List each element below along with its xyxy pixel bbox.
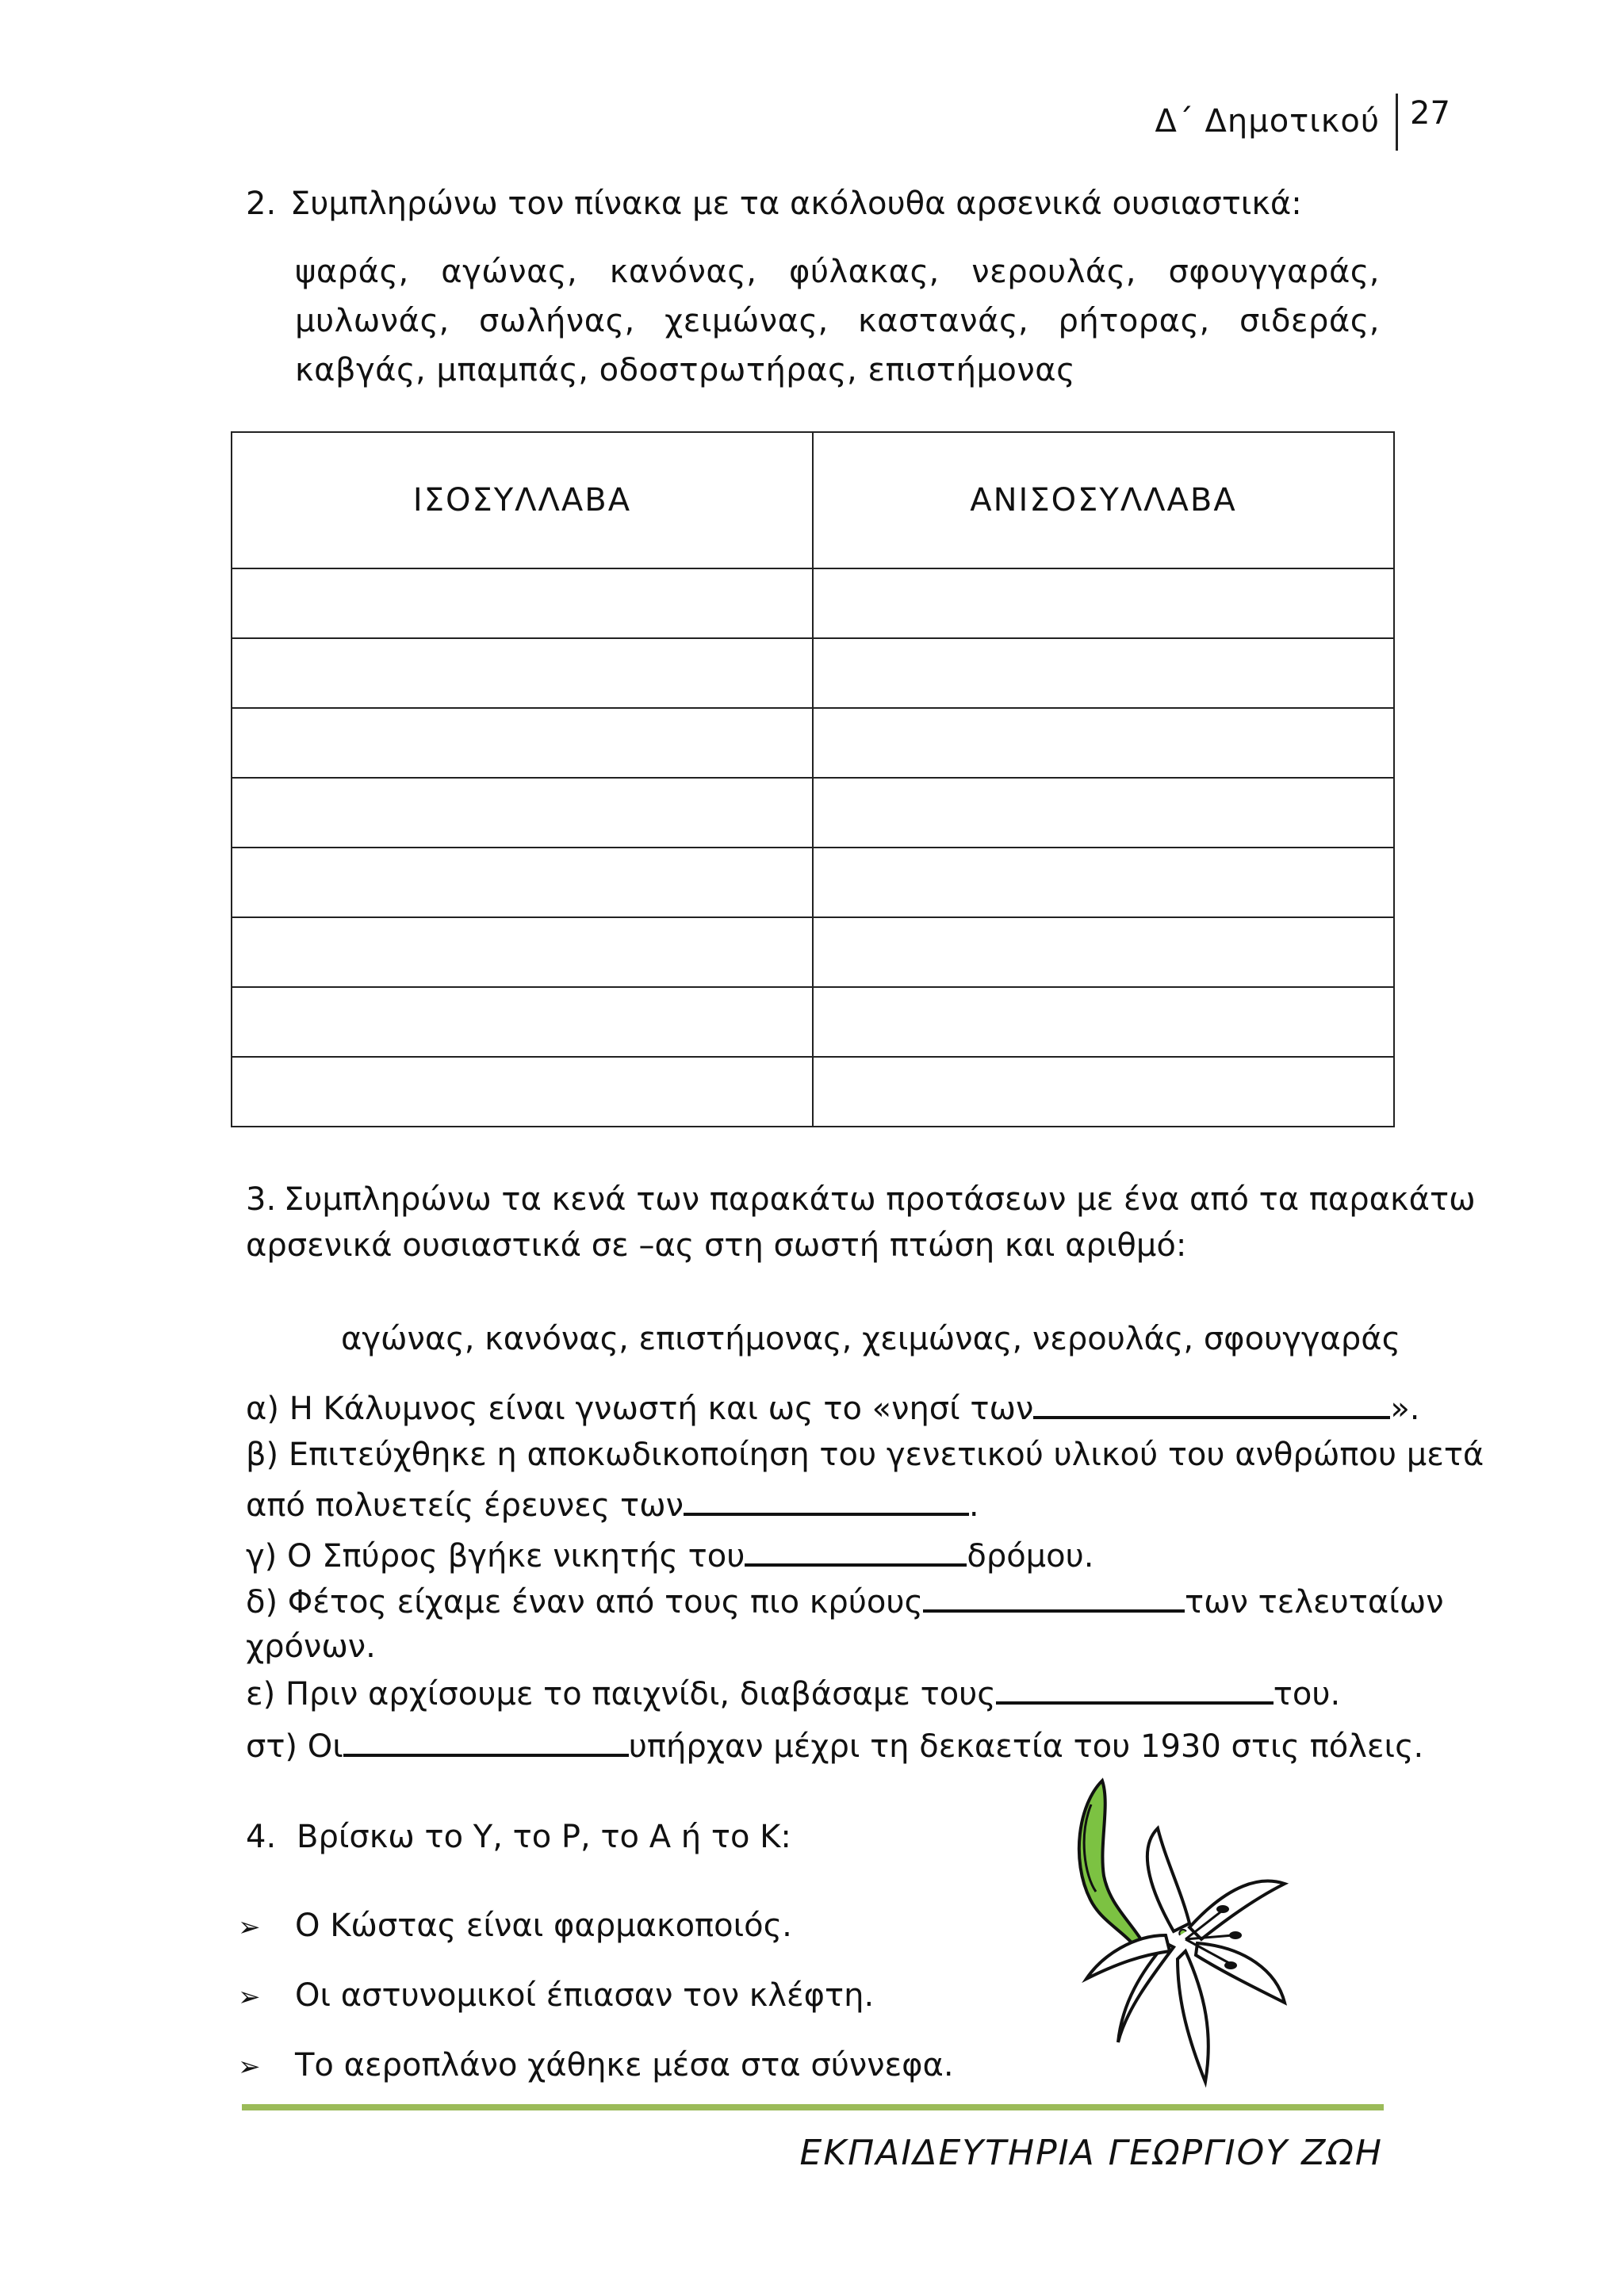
anisosyllaba-cell[interactable]: [813, 568, 1394, 638]
footer-rule: [242, 2104, 1384, 2110]
anisosyllaba-cell[interactable]: [813, 778, 1394, 848]
grade-label: Δ΄ Δημοτικού: [1155, 103, 1380, 140]
table-row: [232, 778, 1394, 848]
table-row: [232, 638, 1394, 708]
ex2-instruction-text: Συμπληρώνω τον πίνακα με τα ακόλουθα αρσενικά ουσιαστικά:: [290, 186, 1302, 222]
ex4-item: [238, 1973, 874, 2020]
ex3-instruction: [246, 1177, 1624, 1269]
ex4-item: [238, 2042, 954, 2090]
blank-d[interactable]: [923, 1578, 1185, 1613]
arrow-bullet-icon: ➢: [238, 1981, 261, 2013]
isosyllaba-cell[interactable]: [232, 778, 813, 848]
sentence-a-end: ».: [1390, 1391, 1420, 1427]
footer-school-name: ΕΚΠΑΙΔΕΥΤΗΡΙΑ ΓΕΩΡΓΙΟΥ ΖΩΗ: [799, 2133, 1383, 2173]
sentence-e: [246, 1670, 1340, 1717]
table-row: [232, 1057, 1394, 1127]
ex3-instruction-text: Συμπληρώνω τα κενά των παρακάτω προτάσεων με ένα από τα παρακάτω αρσενικά ουσιαστικά σε –ας στη σωστή πτώση και αριθμό:: [246, 1181, 1476, 1264]
isosyllaba-cell[interactable]: [232, 917, 813, 987]
table-row: [232, 917, 1394, 987]
isosyllaba-cell[interactable]: [232, 1057, 813, 1127]
table-row: [232, 848, 1394, 917]
ex4-instruction-text: Βρίσκω το Υ, το Ρ, το Α ή το Κ:: [297, 1819, 791, 1855]
blank-c[interactable]: [745, 1532, 967, 1567]
sentence-b-end: .: [968, 1487, 979, 1524]
syllable-table: [231, 431, 1395, 1127]
isosyllaba-cell[interactable]: [232, 638, 813, 708]
arrow-bullet-icon: ➢: [238, 2051, 261, 2083]
sentence-d: [246, 1578, 1444, 1625]
sentence-a-text: α) Η Κάλυμνος είναι γνωστή και ως το «νησί των: [246, 1391, 1034, 1427]
table-row: [232, 987, 1394, 1057]
sentence-e-text: ε) Πριν αρχίσουμε το παιχνίδι, διαβάσαμε τους: [246, 1676, 996, 1712]
ex4-item-text: Το αεροπλάνο χάθηκε μέσα στα σύννεφα.: [295, 2047, 954, 2084]
isosyllaba-cell[interactable]: [232, 848, 813, 917]
anisosyllaba-cell[interactable]: [813, 1057, 1394, 1127]
anisosyllaba-cell[interactable]: [813, 987, 1394, 1057]
sentence-c-end: δρόμου.: [967, 1538, 1094, 1575]
ex4-item: [238, 1903, 792, 1950]
isosyllaba-cell[interactable]: [232, 708, 813, 778]
anisosyllaba-cell[interactable]: [813, 708, 1394, 778]
blank-f[interactable]: [343, 1722, 629, 1757]
sentence-a: [246, 1384, 1420, 1432]
page-number: 27: [1410, 95, 1450, 132]
anisosyllaba-cell[interactable]: [813, 917, 1394, 987]
ex4-item-text: Ο Κώστας είναι φαρμακοποιός.: [295, 1908, 792, 1944]
blank-e[interactable]: [996, 1670, 1274, 1705]
table-row: [232, 568, 1394, 638]
sentence-e-end: του.: [1273, 1676, 1341, 1712]
blank-b[interactable]: [684, 1481, 969, 1516]
arrow-bullet-icon: ➢: [238, 1911, 261, 1943]
sentence-b-text: από πολυετείς έρευνες των: [246, 1487, 684, 1524]
lily-flower-icon: [1047, 1773, 1316, 2090]
sentence-b: [246, 1481, 979, 1529]
isosyllaba-cell[interactable]: [232, 987, 813, 1057]
table-body: [232, 568, 1394, 1127]
sentence-c-text: γ) Ο Σπύρος βγήκε νικητής του: [246, 1538, 745, 1575]
isosyllaba-cell[interactable]: [232, 568, 813, 638]
ex3-number: 3.: [246, 1181, 277, 1218]
sentence-b-line1: β) Επιτεύχθηκε η αποκωδικοποίηση του γενετικού υλικού του ανθρώπου μετά: [246, 1437, 1484, 1473]
ex4-number: 4.: [246, 1819, 277, 1855]
ex4-instruction: [246, 1814, 791, 1860]
table-header-anisosyllaba: ΑΝΙΣΟΣΥΛΛΑΒΑ: [813, 432, 1394, 568]
ex3-word-list: αγώνας, κανόνας, επιστήμονας, χειμώνας, νερουλάς, σφουγγαράς: [341, 1321, 1401, 1357]
header-divider: [1396, 94, 1398, 151]
sentence-d-line2: χρόνων.: [246, 1628, 376, 1665]
sentence-f-end: υπήρχαν μέχρι τη δεκαετία του 1930 στις πόλεις.: [628, 1728, 1424, 1765]
blank-a[interactable]: [1033, 1384, 1390, 1419]
ex4-item-text: Οι αστυνομικοί έπιασαν τον κλέφτη.: [295, 1977, 875, 2014]
sentence-f-text: στ) Οι: [246, 1728, 343, 1765]
ex2-instruction: [246, 181, 1302, 227]
sentence-d-end: των τελευταίων: [1184, 1584, 1444, 1621]
anisosyllaba-cell[interactable]: [813, 638, 1394, 708]
ex2-number: 2.: [246, 186, 277, 222]
table-row: [232, 708, 1394, 778]
sentence-f: [246, 1722, 1423, 1770]
ex2-word-list: ψαράς, αγώνας, κανόνας, φύλακας, νερουλάς, σφουγγαράς, μυλωνάς, σωλήνας, χειμώνας, καστανάς, ρήτορας, σιδεράς, καβγάς, μπαμπάς, οδοστρωτήρας, επιστήμονας: [295, 254, 1380, 388]
anisosyllaba-cell[interactable]: [813, 848, 1394, 917]
page-header: [1150, 89, 1451, 151]
sentence-c: [246, 1532, 1094, 1579]
table-header-isosyllaba: ΙΣΟΣΥΛΛΑΒΑ: [232, 432, 813, 568]
sentence-d-text: δ) Φέτος είχαμε έναν από τους πιο κρύους: [246, 1584, 923, 1621]
